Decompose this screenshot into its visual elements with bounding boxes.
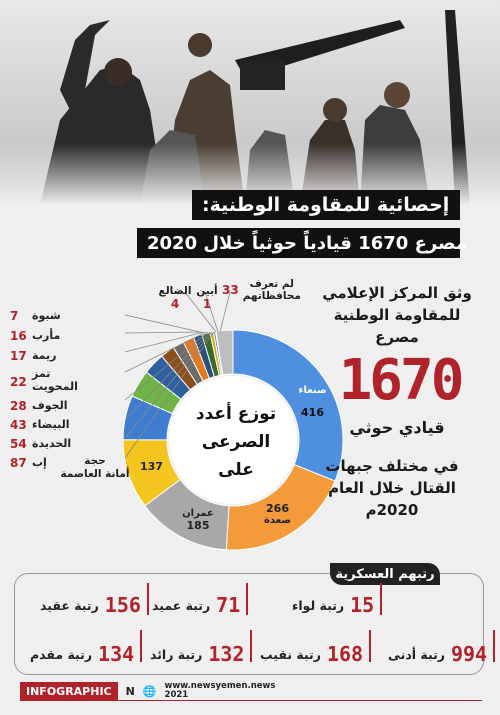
shabwa-name: شبوة bbox=[32, 309, 61, 322]
ranks-title: رتبهم العسكرية bbox=[330, 563, 440, 585]
brand-logo: N bbox=[125, 684, 135, 698]
sanaa-name: صنعاء bbox=[298, 385, 327, 396]
shabwa-value: 7 bbox=[10, 309, 19, 323]
total-label: قيادي حوثي bbox=[349, 418, 445, 437]
rank-label: رتبة رائد bbox=[150, 646, 203, 662]
dhale-name: الضالع bbox=[158, 285, 192, 297]
abyan-value: 1 bbox=[202, 297, 212, 311]
label-hodeidah bbox=[10, 437, 125, 453]
saada-name: صعدة bbox=[264, 515, 291, 526]
rank-lt-colonel bbox=[30, 642, 134, 666]
rank-major-general bbox=[292, 593, 374, 617]
bayda-value: 43 bbox=[10, 418, 27, 432]
amran-name: عمران bbox=[182, 508, 214, 519]
rank-label: رتبة أدنى bbox=[388, 646, 445, 662]
headline-line-1: إحصائية للمقاومة الوطنية: bbox=[192, 190, 460, 220]
leader-line bbox=[125, 332, 202, 333]
leader-line bbox=[125, 315, 200, 332]
center-line-3: على bbox=[218, 460, 254, 480]
mahwit-name: تمز المحويت bbox=[32, 367, 78, 393]
hajjah-label: حجة أمانة العاصمة bbox=[60, 455, 130, 480]
rank-value: 132 bbox=[208, 642, 245, 666]
ibb-name: إب bbox=[32, 456, 47, 469]
rank-label: رتبة نقيب bbox=[260, 646, 321, 662]
globe-icon: 🌐 bbox=[142, 684, 157, 698]
footer-rule bbox=[20, 700, 482, 701]
raymah-value: 17 bbox=[10, 349, 27, 363]
headline-line-2: مصرع 1670 قيادياً حوثياً خلال 2020 bbox=[137, 228, 460, 258]
site-year: 2021 bbox=[164, 690, 189, 700]
infographic-label: INFOGRAPHIC bbox=[20, 682, 118, 701]
label-shabwa bbox=[10, 309, 125, 325]
center-line-1: توزع أعدد bbox=[195, 404, 277, 424]
jawf-name: الجوف bbox=[32, 399, 68, 412]
slice-label-saada bbox=[255, 503, 300, 527]
label-bayda bbox=[10, 418, 125, 434]
rank-captain bbox=[260, 642, 363, 666]
rank-colonel bbox=[40, 593, 141, 617]
amran-value: 185 bbox=[186, 519, 210, 532]
label-mahwit bbox=[10, 367, 125, 397]
intro-text: وثق المركز الإعلامي للمقاومة الوطنية مصرع bbox=[322, 284, 472, 346]
period-text: في مختلف جبهات القتال خلال العام 2020م bbox=[325, 457, 459, 519]
rank-label: رتبة مقدم bbox=[30, 646, 93, 662]
site-url[interactable]: www.newsyemen.news bbox=[164, 681, 276, 691]
saada-value: 266 bbox=[266, 502, 289, 515]
slice-label-hajjah-value: 137 bbox=[140, 460, 163, 473]
marib-name: مأرب bbox=[32, 329, 61, 342]
footer bbox=[20, 680, 482, 702]
slice-label-amran bbox=[178, 508, 218, 532]
label-raymah bbox=[10, 349, 125, 365]
center-line-2: الصرعى bbox=[201, 432, 271, 452]
label-unknown bbox=[222, 278, 312, 302]
ibb-value: 87 bbox=[10, 456, 27, 470]
unknown-value: 33 bbox=[222, 283, 239, 297]
total-number: 1670 bbox=[338, 348, 462, 413]
rank-value: 994 bbox=[450, 642, 488, 666]
label-marib bbox=[10, 329, 125, 345]
label-abyan bbox=[192, 285, 222, 311]
dhale-value: 4 bbox=[170, 297, 180, 311]
sanaa-value: 416 bbox=[301, 406, 324, 419]
label-ibb bbox=[10, 456, 125, 472]
hero-photo bbox=[0, 0, 500, 205]
rank-value: 156 bbox=[104, 593, 141, 617]
rank-lower bbox=[388, 642, 487, 666]
label-jawf bbox=[10, 399, 125, 415]
rank-label: رتبة عميد bbox=[152, 597, 211, 613]
hodeidah-name: الحديدة bbox=[32, 437, 72, 450]
raymah-name: ريمة bbox=[32, 349, 57, 362]
rank-value: 168 bbox=[326, 642, 364, 666]
rank-value: 15 bbox=[350, 593, 375, 617]
site-info bbox=[165, 682, 276, 700]
pie-center-text bbox=[186, 400, 286, 484]
jawf-value: 28 bbox=[10, 399, 27, 413]
hodeidah-value: 54 bbox=[10, 437, 27, 451]
mahwit-value: 22 bbox=[10, 375, 27, 389]
marib-value: 16 bbox=[10, 329, 27, 343]
rank-value: 134 bbox=[98, 642, 135, 666]
rank-label: رتبة عقيد bbox=[40, 597, 99, 613]
bayda-name: البيضاء bbox=[32, 418, 70, 431]
rank-value: 71 bbox=[216, 593, 241, 617]
rank-label: رتبة لواء bbox=[292, 597, 345, 613]
rank-brigadier bbox=[152, 593, 240, 617]
abyan-name: أبين bbox=[196, 285, 218, 297]
unknown-name: لم تعرف محافظاتهم bbox=[242, 278, 301, 302]
rank-major bbox=[150, 642, 244, 666]
